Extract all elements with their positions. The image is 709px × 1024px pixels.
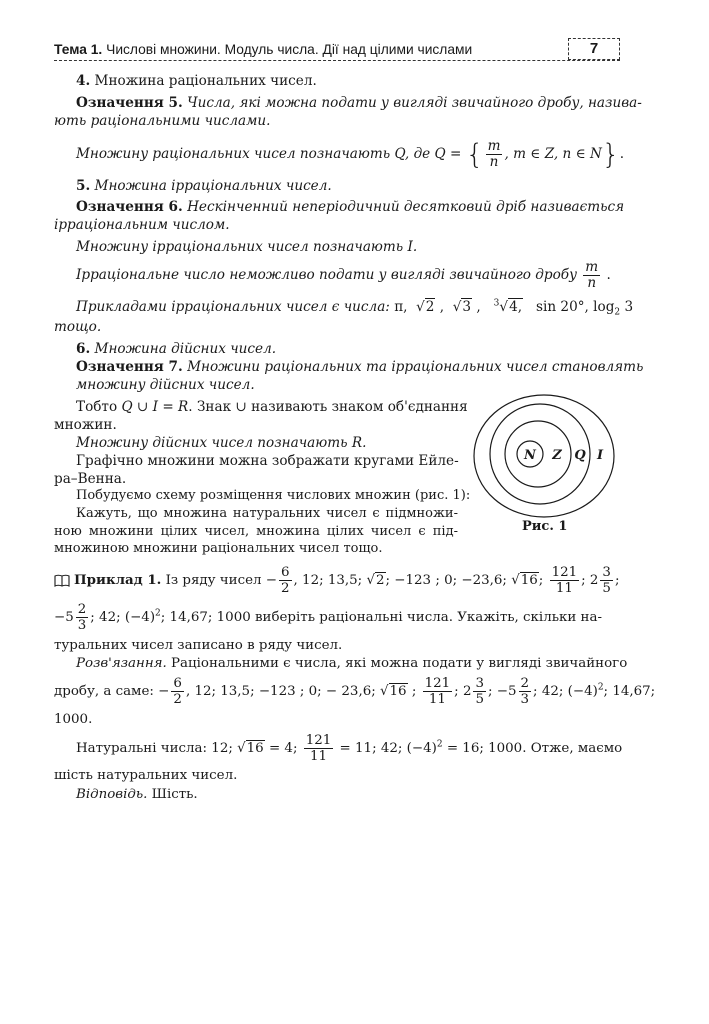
section-number: 4. [76,73,91,89]
notation-text: Множину ірраціональних чисел позначають I. [76,239,418,255]
fraction-denominator: 3 [520,692,530,707]
log-argument: 3 [624,299,634,315]
euler-venn-diagram [468,392,618,520]
page-header [54,40,620,61]
sqrt-2: 2 [376,573,385,588]
fraction-denominator: 3 [77,618,87,633]
left-brace-icon: { [465,137,484,171]
book-icon [54,574,70,587]
label-n: N [524,448,536,463]
fraction [486,139,503,170]
definition-label: Означення 7. [76,359,183,375]
fraction-numerator: m [487,138,501,154]
solution-line-1 [54,655,628,673]
text: Тобто [76,399,118,415]
answer-line [54,786,620,804]
definition-text: множину дійсних чисел. [76,377,255,393]
definition-text: ють раціональними числами. [54,113,271,129]
text: Натуральні числа: 12; [76,741,233,756]
definition-6-line-2 [54,216,620,234]
fraction-numerator: 3 [475,676,484,691]
definition-label: Означення 5. [76,95,183,111]
fraction [423,676,453,707]
header-title [54,41,472,59]
real-notation [54,434,458,452]
natural-numbers-line: Натуральні числа: 12; √16 = 4; $\frac{121}{11}$ = 11; 42; $(-4)^2 = 16$; 1000. Отже, маємо [76,733,623,764]
section-title: Множина ірраціональних чисел. [94,178,332,194]
solution-line-2: дробу, а саме: − $\frac{6}{2}$ , 12; 13,5; −123 ; 0; − 23,6; √16 ; $\frac{121}{11}$ ; 2 $\frac{3}{5}$ ; −5 $\frac{2}{3}$ ; 42; $(-4)^2$; 14,67; [54,676,656,707]
fraction-numerator: 121 [305,733,332,748]
answer-text: Шість. [151,787,198,802]
subset-line-3 [54,540,458,558]
section-title: Множина раціональних чисел. [94,73,317,89]
text: Кажуть, що множина натуральних чисел є підмножи- [76,506,458,521]
exponent: 2 [436,739,443,750]
rational-notation [54,136,625,172]
fraction [171,676,184,707]
irrational-notation [54,238,620,256]
text: ра–Венна. [54,471,127,487]
text: , 12; 13,5; −123 ; 0; − 23,6; [185,684,376,699]
set-i-circle [474,395,614,517]
text: Графічно множини можна зображати кругами Ейле- [76,453,459,469]
fraction [279,565,292,596]
period: . [606,267,611,283]
text: 1000. [54,712,93,727]
text: ; −5 [488,684,517,699]
text: Побудуємо схему розміщення числових множин (рис. 1): [76,488,471,503]
sqrt-3: 3 [462,299,472,315]
fraction [304,733,334,764]
page-number: 7 [568,38,620,60]
fraction-numerator: m [585,259,599,275]
fraction [600,565,613,596]
union-line [54,398,468,416]
sqrt-16: 16 [246,741,264,756]
root-index: 3 [493,298,500,309]
solution-label: Розв'язання. [76,656,167,671]
pi-symbol: π, [394,299,408,315]
fraction [583,260,600,291]
definition-5-line-2 [54,112,620,130]
irrational-fraction-statement [54,258,620,292]
period: . [619,146,625,162]
subset-line-2 [54,523,458,541]
notation-text: Множину раціональних чисел позначають Q, де Q = [76,146,466,162]
text: −5 [54,610,74,625]
fraction-denominator: 5 [602,581,611,596]
text: ; −123 ; 0; −23,6; [385,573,507,588]
fraction-numerator: 2 [520,676,530,691]
section-6-heading [54,340,620,358]
text: = 4; [264,741,298,756]
definition-text: Множини раціональних та ірраціональних чисел становлять [187,359,644,375]
example-line-1: Приклад 1. Із ряду чисел − $\frac{6}{2}$ , 12; 13,5; √2; −123 ; 0; −23,6; √16; $\frac{121}{11}$ ; 2 $\frac{3}{5}$ ; [54,562,620,598]
fraction-numerator: 121 [551,565,578,580]
scheme-line [54,487,471,505]
text: ; 2 [581,573,599,588]
label-q: Q [574,448,586,463]
fraction-denominator: 2 [173,692,182,707]
fraction-numerator: 6 [281,565,290,580]
examples-tail: тощо. [54,319,102,335]
definition-text: Нескінченний неперіодичний десятковий дріб називається [187,199,625,215]
definition-text: ірраціональним числом. [54,217,230,233]
text: туральних чисел записано в ряду чисел. [54,638,343,653]
fraction [473,676,486,707]
fraction [76,602,89,633]
definition-7-line-1 [54,358,644,376]
text: , 12; 13,5; [293,573,363,588]
natural-numbers-line-2 [54,767,620,785]
sin-log-expression: sin 20°, log [536,299,615,315]
union-formula: Q ∪ I = R [121,399,189,415]
text: ; [538,573,544,588]
exponent: 2 [155,608,161,619]
examples-text: Прикладами ірраціональних чисел є числа: [76,299,390,315]
irrational-examples: Прикладами ірраціональних чисел є числа: π, √2 , √3 , $^3$√4, sin 20°, $\log_2 3$ [76,298,634,318]
fraction-denominator: 11 [309,749,328,764]
right-brace-icon: } [601,137,620,171]
fraction-denominator: 11 [428,692,446,707]
label-z: Z [552,448,562,463]
example-label: Приклад 1. [74,572,162,588]
log-base: 2 [614,307,621,318]
sqrt-16: 16 [520,573,538,588]
definition-5-line-1 [54,94,642,112]
definition-label: Означення 6. [76,199,183,215]
header-topic-number: Тема 1. [54,42,103,57]
sqrt-2: 2 [425,299,435,315]
figure-caption: Рис. 1 [522,519,568,534]
cube-root-4: 4, [509,299,523,315]
fraction-denominator: 11 [555,581,573,596]
fraction-numerator: 2 [77,602,87,617]
fraction-denominator: 5 [475,692,484,707]
text: = 16; 1000. Отже, маємо [442,741,623,756]
section-number: 6. [76,341,91,357]
sqrt-16: 16 [389,684,407,699]
header-topic-text: Числові множини. Модуль числа. Дії над цілими числами [106,42,473,57]
solution-line-3 [54,711,620,729]
definition-6-line-1 [54,198,625,216]
label-i: I [596,448,604,463]
text: шість натуральних чисел. [54,768,238,783]
exponent: 2 [597,682,604,693]
text: множин. [54,417,117,433]
set-condition: , m ∈ Z, n ∈ N [504,146,602,162]
section-4-heading [54,72,620,90]
fraction-denominator: 2 [281,581,290,596]
text: ; 42; (−4) [90,610,156,625]
text: Із ряду чисел [165,573,262,588]
definition-text: Числа, які можна подати у вигляді звичайного дробу, назива- [187,95,642,111]
text: = 11; 42; (−4) [335,741,437,756]
text: . Знак ∪ називають знаком об'єднання [188,399,468,415]
text: ною множини цілих чисел, множина цілих чисел є під- [54,524,458,539]
example-line-3 [54,637,620,655]
irrational-examples-tail [54,318,620,336]
section-number: 5. [76,178,91,194]
subset-line-1 [54,505,458,523]
example-line-2 [54,600,620,636]
section-title: Множина дійсних чисел. [94,341,277,357]
section-5-heading [54,177,620,195]
text: дробу, а саме: [54,684,154,699]
fraction-numerator: 3 [602,565,611,580]
euler-line-1 [54,452,458,470]
text: ; 14,67; [603,684,656,699]
text: ; 2 [454,684,472,699]
fraction-numerator: 121 [424,676,451,691]
text: Раціональними є числа, які можна подати у вигляді звичайного [171,656,628,671]
fraction-denominator: n [489,154,499,170]
euler-line-2 [54,470,458,488]
fraction-denominator: n [587,275,597,291]
text: ; [614,573,620,588]
answer-label: Відповідь. [76,787,148,802]
fraction [519,676,532,707]
fraction [550,565,580,596]
text: ; 14,67; 1000 виберіть раціональні числа. Укажіть, скільки на- [160,610,602,625]
text: множиною множини раціональних чисел тощо. [54,541,383,556]
notation-text: Множину дійсних чисел позначають R. [76,435,367,451]
text: ; 42; (−4) [533,684,598,699]
statement-text: Ірраціональне число неможливо подати у вигляді звичайного дробу [76,267,577,283]
union-line-2 [54,416,458,434]
fraction-numerator: 6 [173,676,182,691]
